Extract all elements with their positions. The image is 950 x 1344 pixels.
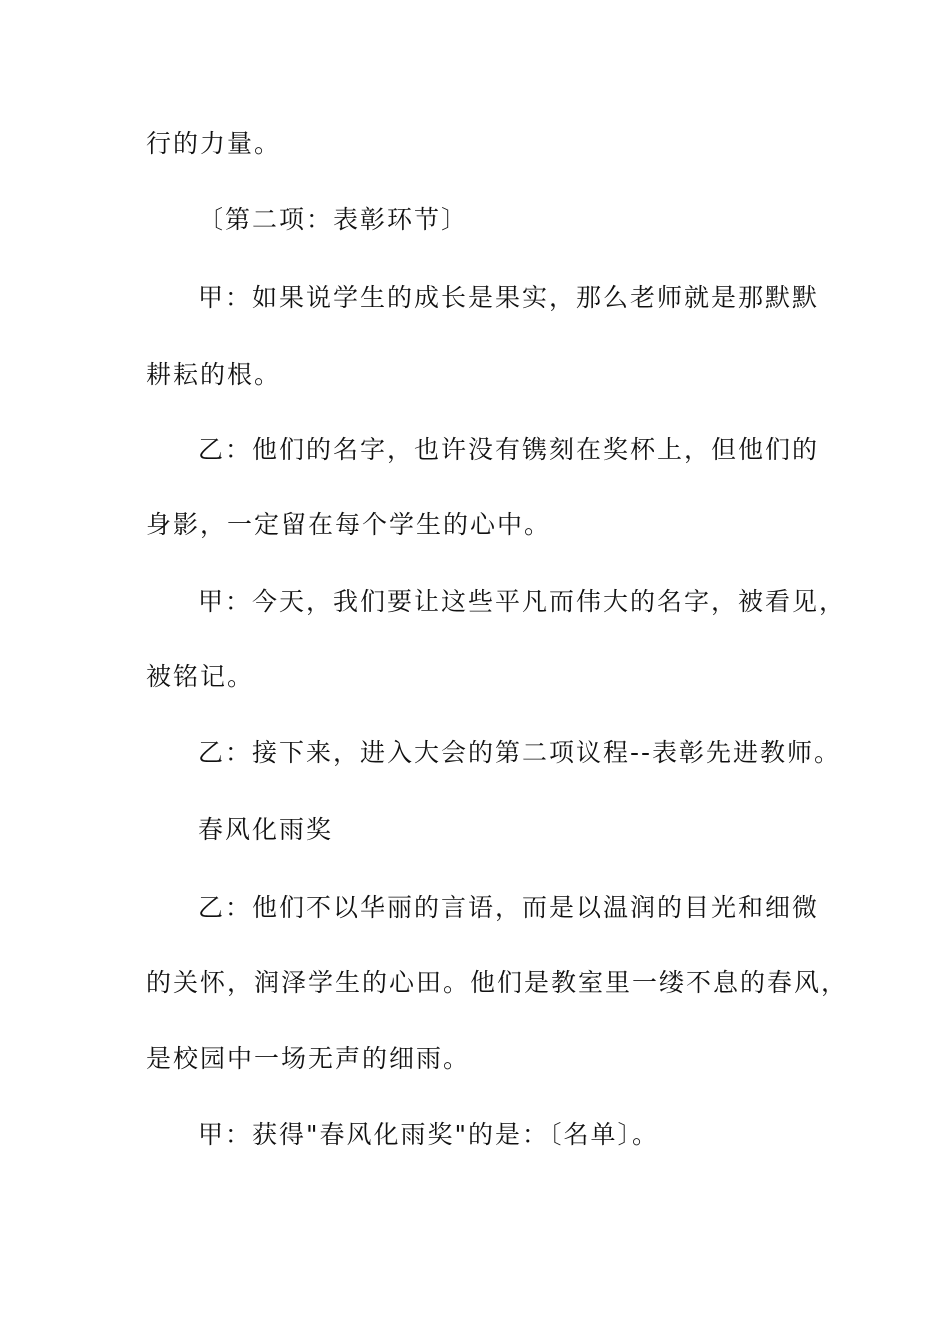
text-line-8: 被铭记。	[146, 662, 255, 691]
text-line-11: 乙：他们不以华丽的言语，而是以温润的目光和细微	[198, 893, 820, 922]
text-line-12: 的关怀，润泽学生的心田。他们是教室里一缕不息的春风，	[146, 968, 849, 997]
section-heading: 〔第二项：表彰环节〕	[198, 205, 469, 234]
text-line-3: 甲：如果说学生的成长是果实，那么老师就是那默默	[198, 283, 820, 312]
text-line-1: 行的力量。	[146, 129, 282, 158]
text-line-9: 乙：接下来，进入大会的第二项议程--表彰先进教师。	[198, 738, 842, 767]
text-line-7: 甲：今天，我们要让这些平凡而伟大的名字，被看见，	[198, 587, 847, 616]
text-line-4: 耕耘的根。	[146, 360, 282, 389]
text-line-14: 甲：获得"春风化雨奖"的是：〔名单〕。	[198, 1120, 659, 1149]
award-title: 春风化雨奖	[198, 815, 334, 844]
text-line-13: 是校园中一场无声的细雨。	[146, 1044, 471, 1073]
text-line-6: 身影，一定留在每个学生的心中。	[146, 510, 552, 539]
text-line-5: 乙：他们的名字，也许没有镌刻在奖杯上，但他们的	[198, 435, 820, 464]
